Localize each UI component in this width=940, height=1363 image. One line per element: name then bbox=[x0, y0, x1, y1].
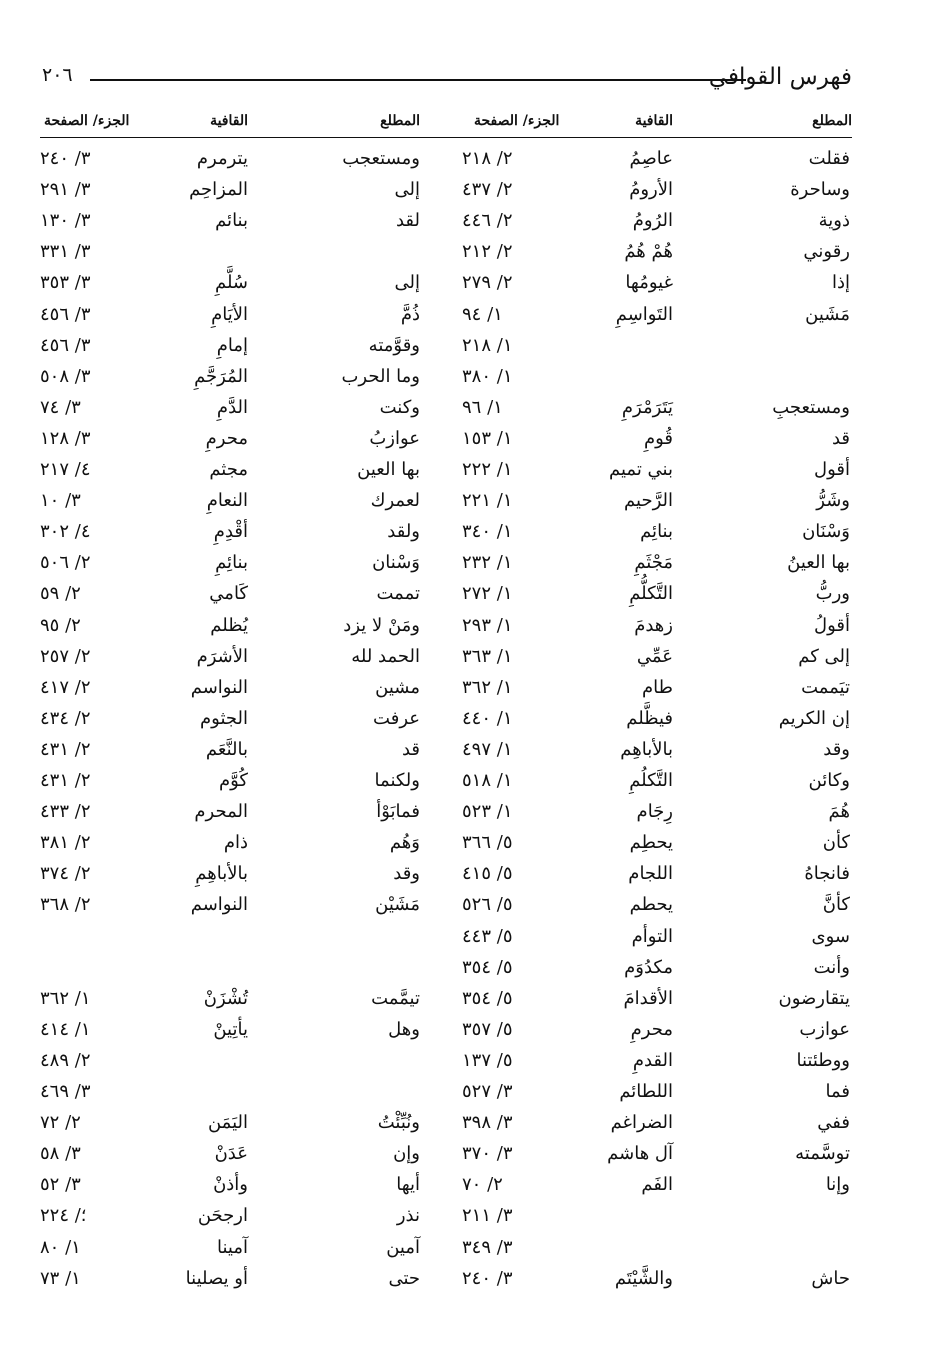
matla-cell: وَسْنان bbox=[372, 552, 420, 574]
qafia-cell: كُوَّم bbox=[218, 770, 248, 791]
matla-cell: أيها bbox=[396, 1174, 420, 1196]
index-row bbox=[0, 454, 940, 485]
matla-cell: ولكنما bbox=[374, 770, 420, 791]
qafia-cell: التوأم bbox=[631, 925, 673, 947]
index-row bbox=[0, 330, 940, 361]
qafia-cell: بني تميم bbox=[609, 459, 673, 480]
qafia-cell: بالأباهِم bbox=[620, 738, 673, 760]
index-row bbox=[0, 1107, 940, 1138]
matla-cell: رقوني bbox=[803, 241, 850, 263]
matla-cell: وربُّ bbox=[815, 583, 850, 605]
index-row bbox=[0, 392, 940, 423]
page-ref-cell: ٣/ ٤٥٦ bbox=[40, 334, 91, 356]
page-ref-cell: ١/ ٣٦٢ bbox=[40, 987, 91, 1009]
page-ref-cell: ٢/ ٢١٢ bbox=[462, 241, 513, 263]
qafia-cell: ذام bbox=[223, 832, 248, 854]
page-ref-cell: ٣/ ٤٥٦ bbox=[40, 303, 91, 325]
qafia-cell: بنائم bbox=[215, 210, 248, 232]
page-ref-cell: ٢/ ٧٢ bbox=[40, 1112, 81, 1134]
page-ref-cell: ٣/ ٣٤٩ bbox=[462, 1236, 513, 1258]
qafia-cell: رِجَام bbox=[636, 801, 673, 823]
page-ref-cell: ١/ ٢٢٢ bbox=[462, 459, 513, 480]
page-ref-cell: ١/ ٣٦٣ bbox=[462, 645, 513, 667]
matla-cell: فمابَوْأ bbox=[376, 801, 420, 823]
qafia-cell: آل هاشم bbox=[607, 1143, 673, 1165]
index-row bbox=[0, 1169, 940, 1200]
qafia-cell: يُظلم bbox=[210, 614, 248, 636]
qafia-cell: القدمِ bbox=[632, 1049, 673, 1071]
matla-cell: فقلت bbox=[808, 148, 850, 169]
page-ref-cell: ٥/ ٣٥٤ bbox=[462, 987, 513, 1009]
page-ref-cell: ١/ ٤٤٠ bbox=[462, 707, 513, 729]
qafia-cell: قُومِ bbox=[643, 427, 673, 449]
matla-cell: وأنت bbox=[813, 956, 850, 978]
index-row bbox=[0, 610, 940, 641]
page-ref-cell: ٣/ ٢٤٠ bbox=[462, 1267, 513, 1289]
index-row bbox=[0, 1076, 940, 1107]
matla-cell: قد bbox=[401, 738, 420, 760]
page-ref-cell: ٣/ ٣٣١ bbox=[40, 241, 91, 263]
index-row bbox=[0, 1232, 940, 1263]
page-ref-cell: ٥/ ١٣٧ bbox=[462, 1049, 513, 1071]
matla-cell: تيَممت bbox=[801, 676, 850, 698]
matla-cell: وما الحرب bbox=[341, 365, 420, 387]
matla-cell: عرفت bbox=[373, 707, 420, 729]
qafia-cell: الأقدامَ bbox=[623, 987, 673, 1009]
col-head-page-right: الجزء/ الصفحة bbox=[474, 113, 560, 129]
qafia-cell: هُمْ هُمُ bbox=[624, 241, 673, 263]
index-row bbox=[0, 547, 940, 578]
page-ref-cell: ١/ ٢٧٢ bbox=[462, 583, 513, 605]
matla-cell: أقول bbox=[814, 459, 850, 480]
page-ref-cell: ١/ ٢٢١ bbox=[462, 490, 513, 512]
page-ref-cell: ١/ ٢١٨ bbox=[462, 334, 513, 356]
matla-cell: ومستعجب bbox=[342, 148, 420, 169]
index-row bbox=[0, 827, 940, 858]
page-ref-cell: ٢/ ٤٨٩ bbox=[40, 1049, 91, 1071]
column-header-rule bbox=[40, 137, 852, 138]
col-head-qafia-left: القافية bbox=[210, 113, 248, 129]
qafia-cell: ارجحَن bbox=[197, 1205, 248, 1227]
qafia-cell: المُرَجَّمِ bbox=[194, 365, 248, 387]
index-row bbox=[0, 889, 940, 920]
qafia-cell: الضراغم bbox=[610, 1112, 673, 1134]
matla-cell: ذوية bbox=[818, 210, 850, 232]
matla-cell: مشين bbox=[375, 676, 420, 698]
index-row bbox=[0, 921, 940, 952]
page-ref-cell: ١/ ٥١٨ bbox=[462, 770, 513, 791]
matla-cell: وكائن bbox=[808, 770, 850, 791]
page-ref-cell: ٢/ ٣٧٤ bbox=[40, 863, 91, 885]
qafia-cell: بالنَّعَم bbox=[205, 738, 248, 760]
qafia-cell: مجثم bbox=[209, 459, 248, 480]
col-head-matla-left: المطلع bbox=[380, 113, 420, 129]
matla-cell: بها العينُ bbox=[787, 552, 850, 574]
index-row bbox=[0, 703, 940, 734]
index-row bbox=[0, 1014, 940, 1045]
index-row bbox=[0, 641, 940, 672]
index-row bbox=[0, 796, 940, 827]
page-ref-cell: ٢/ ٢١٨ bbox=[462, 148, 513, 169]
index-row bbox=[0, 1138, 940, 1169]
page-ref-cell: ٣/ ٥٨ bbox=[40, 1143, 81, 1165]
col-head-matla-right: المطلع bbox=[812, 113, 852, 129]
page-ref-cell: ٢/ ٧٠ bbox=[462, 1174, 503, 1196]
page-ref-cell: ٢/ ٤٤٦ bbox=[462, 210, 513, 232]
qafia-cell: آمينا bbox=[217, 1236, 248, 1258]
page-ref-cell: ٣/ ٢١١ bbox=[462, 1205, 513, 1227]
matla-cell: قد bbox=[831, 427, 850, 449]
qafia-cell: مَجْثَمِ bbox=[634, 552, 673, 574]
page-ref-cell: ٣/ ٢٤٠ bbox=[40, 148, 91, 169]
page-ref-cell: ١/ ٥٢٣ bbox=[462, 801, 513, 823]
index-row bbox=[0, 1263, 940, 1294]
matla-cell: فانجاهُ bbox=[804, 863, 850, 885]
index-row bbox=[0, 952, 940, 983]
matla-cell: وهل bbox=[388, 1018, 420, 1040]
col-head-qafia-right: القافية bbox=[635, 113, 673, 129]
col-head-page-left: الجزء/ الصفحة bbox=[44, 113, 130, 129]
matla-cell: حتى bbox=[388, 1267, 420, 1289]
matla-cell: لقد bbox=[395, 210, 420, 232]
matla-cell: إلى bbox=[394, 272, 420, 294]
page-ref-cell: ٢/ ٤٣٧ bbox=[462, 179, 513, 201]
page-ref-cell: ٢/ ٣٨١ bbox=[40, 832, 91, 854]
matla-cell: بها العين bbox=[357, 459, 420, 480]
page-ref-cell: ٥/ ٥٢٦ bbox=[462, 894, 513, 916]
index-row bbox=[0, 423, 940, 454]
page-ref-cell: ٥/ ٤٤٣ bbox=[462, 925, 513, 947]
page-ref-cell: ٢/ ٤١٧ bbox=[40, 676, 91, 698]
qafia-cell: محرمِ bbox=[205, 427, 248, 449]
matla-cell: آمين bbox=[386, 1236, 420, 1258]
index-row bbox=[0, 516, 940, 547]
matla-cell: لعمرك bbox=[370, 490, 420, 512]
qafia-cell: النواسم bbox=[190, 676, 248, 698]
page-ref-cell: ١/ ٣٤٠ bbox=[462, 521, 513, 543]
qafia-cell: عَدَنْ bbox=[214, 1143, 248, 1165]
header-rule bbox=[90, 79, 746, 81]
qafia-cell: الرُومُ bbox=[632, 210, 673, 232]
matla-cell: ووطئتنا bbox=[796, 1049, 850, 1071]
qafia-cell: أو يصلينا bbox=[185, 1267, 248, 1289]
matla-cell: الحمد لله bbox=[351, 645, 420, 667]
matla-cell: إذا bbox=[831, 272, 850, 294]
matla-cell: وساحرة bbox=[790, 179, 850, 201]
matla-cell: كأنَّ bbox=[822, 894, 850, 916]
page-ref-cell: ١/ ٩٦ bbox=[462, 396, 503, 418]
matla-cell: تيمَّمت bbox=[371, 987, 420, 1009]
page-ref-cell: ٥/ ٣٦٦ bbox=[462, 832, 513, 854]
qafia-cell: غيومُها bbox=[625, 272, 673, 294]
matla-cell: وإنا bbox=[825, 1174, 850, 1196]
page-ref-cell: ٢/ ٣٦٨ bbox=[40, 894, 91, 916]
page-ref-cell: ١/ ٢٩٣ bbox=[462, 614, 513, 636]
qafia-cell: أقْدِمِ bbox=[213, 521, 248, 543]
matla-cell: وقد bbox=[823, 738, 850, 760]
matla-cell: عوازبُ bbox=[369, 427, 420, 449]
matla-cell: ومَنْ لا يزد bbox=[343, 614, 420, 636]
qafia-cell: كَامي bbox=[209, 583, 248, 605]
matla-cell: وكنت bbox=[379, 396, 420, 418]
matla-cell: هُمَ bbox=[828, 801, 850, 823]
page-ref-cell: ٣/ ٥٢ bbox=[40, 1174, 81, 1196]
index-row bbox=[0, 1045, 940, 1076]
qafia-cell: يحطم bbox=[629, 894, 673, 916]
page-ref-cell: ١/ ١٥٣ bbox=[462, 427, 513, 449]
matla-cell: أقولُ bbox=[814, 614, 850, 636]
matla-cell: وَهُم bbox=[389, 832, 420, 854]
page-ref-cell: ٢/ ٢٧٩ bbox=[462, 272, 513, 294]
qafia-cell: فيظَّلم bbox=[626, 707, 673, 729]
page-ref-cell: ٣/ ١٢٨ bbox=[40, 427, 91, 449]
matla-cell: إن الكريم bbox=[778, 707, 850, 729]
page-ref-cell: ٢/ ٩٥ bbox=[40, 614, 81, 636]
qafia-cell: يحطِم bbox=[629, 832, 673, 854]
matla-cell: كأن bbox=[822, 832, 850, 854]
qafia-cell: النواسم bbox=[190, 894, 248, 916]
qafia-cell: الفَم bbox=[641, 1174, 673, 1196]
index-row bbox=[0, 983, 940, 1014]
qafia-cell: طام bbox=[642, 676, 673, 698]
page-ref-cell: ١/ ٩٤ bbox=[462, 303, 503, 325]
matla-cell: يتقارضون bbox=[778, 987, 850, 1009]
qafia-cell: الأيَامِ bbox=[211, 303, 248, 325]
page-title: فهرس القوافي bbox=[708, 64, 852, 90]
qafia-cell: وأذنْ bbox=[213, 1174, 248, 1196]
page-ref-cell: ٣/ ٤٦٩ bbox=[40, 1081, 91, 1102]
matla-cell: وقد bbox=[393, 863, 420, 885]
index-row bbox=[0, 236, 940, 267]
qafia-cell: يأتِينْ bbox=[213, 1018, 248, 1040]
qafia-cell: عاصِمُ bbox=[629, 148, 673, 169]
matla-cell: ومستعجبِ bbox=[772, 396, 850, 418]
index-row bbox=[0, 361, 940, 392]
index-row bbox=[0, 267, 940, 298]
matla-cell: ولقد bbox=[387, 521, 420, 543]
page-ref-cell: ٣/ ٥٠٨ bbox=[40, 365, 91, 387]
page-ref-cell: ٥/ ٤١٥ bbox=[462, 863, 513, 885]
qafia-cell: تُشْزَنْ bbox=[203, 987, 248, 1009]
matla-cell: توسَّمته bbox=[795, 1143, 850, 1165]
qafia-cell: يترمرم bbox=[196, 148, 248, 169]
page-ref-cell: ٥/ ٣٥٧ bbox=[462, 1018, 513, 1040]
index-row bbox=[0, 143, 940, 174]
page-ref-cell: ٢/ ٥٠٦ bbox=[40, 552, 91, 574]
qafia-cell: زهدمَ bbox=[634, 614, 673, 636]
page-ref-cell: ٣/ ٣٩٨ bbox=[462, 1112, 513, 1134]
qafia-cell: اللطائم bbox=[619, 1081, 673, 1102]
qafia-cell: الرَّحيم bbox=[624, 490, 673, 512]
page-ref-cell: ١/ ٧٣ bbox=[40, 1267, 81, 1289]
page-ref-cell: ٣/ ١٠ bbox=[40, 490, 81, 512]
index-row bbox=[0, 858, 940, 889]
page-ref-cell: ٥/ ٣٥٤ bbox=[462, 956, 513, 978]
matla-cell: فما bbox=[825, 1081, 850, 1102]
matla-cell: ونُبِّئْتُ bbox=[377, 1112, 420, 1134]
qafia-cell: التَواسِمِ bbox=[615, 303, 673, 325]
qafia-cell: النعامِ bbox=[206, 490, 248, 512]
qafia-cell: المزاحِم bbox=[189, 179, 248, 201]
index-row bbox=[0, 299, 940, 330]
qafia-cell: اليَمَن bbox=[207, 1112, 248, 1134]
matla-cell: سوى bbox=[811, 925, 850, 947]
matla-cell: حاش bbox=[811, 1267, 850, 1289]
page-number: ٢٠٦ bbox=[42, 64, 73, 86]
page-ref-cell: ؛/ ٢٢٤ bbox=[40, 1205, 87, 1227]
qafia-cell: سُلَّمِ bbox=[214, 272, 248, 294]
qafia-cell: الدَّمِ bbox=[216, 396, 248, 418]
page-ref-cell: ٣/ ٣٧٠ bbox=[462, 1143, 513, 1165]
page-ref-cell: ٤/ ٣٠٢ bbox=[40, 521, 91, 543]
qafia-cell: الأرومُ bbox=[629, 179, 673, 201]
page-ref-cell: ٢/ ٢٥٧ bbox=[40, 645, 91, 667]
index-row bbox=[0, 174, 940, 205]
qafia-cell: مكدُوَم bbox=[624, 956, 673, 978]
qafia-cell: بالأباهِمِ bbox=[195, 863, 248, 885]
qafia-cell: يَتَرَمْرَمِ bbox=[621, 396, 673, 418]
qafia-cell: محرمِ bbox=[630, 1018, 673, 1040]
matla-cell: وشَرُّ bbox=[816, 490, 850, 512]
qafia-cell: بنائِمِ bbox=[215, 552, 248, 574]
matla-cell: إلى كم bbox=[798, 645, 850, 667]
page-ref-cell: ٤/ ٢١٧ bbox=[40, 459, 91, 480]
page-ref-cell: ١/ ٤٩٧ bbox=[462, 738, 513, 760]
matla-cell: ففي bbox=[817, 1112, 850, 1134]
page-ref-cell: ١/ ٨٠ bbox=[40, 1236, 81, 1258]
index-row bbox=[0, 205, 940, 236]
page-ref-cell: ٣/ ٧٤ bbox=[40, 396, 81, 418]
qafia-cell: المحرم bbox=[194, 801, 248, 823]
index-row bbox=[0, 765, 940, 796]
qafia-cell: التَّكلُمِ bbox=[629, 770, 673, 791]
matla-cell: إلى bbox=[394, 179, 420, 201]
page-ref-cell: ٣/ ١٣٠ bbox=[40, 210, 91, 232]
matla-cell: وَسْنَان bbox=[802, 521, 850, 543]
qafia-cell: والشَّيْتَم bbox=[614, 1267, 673, 1289]
index-row bbox=[0, 734, 940, 765]
matla-cell: وإن bbox=[393, 1143, 420, 1165]
page-ref-cell: ٢/ ٤٣٤ bbox=[40, 707, 91, 729]
matla-cell: مَشَيْن bbox=[375, 894, 420, 916]
page-ref-cell: ١/ ٣٨٠ bbox=[462, 365, 513, 387]
qafia-cell: عَمِّي bbox=[636, 645, 673, 667]
page-ref-cell: ٣/ ٥٢٧ bbox=[462, 1081, 513, 1102]
qafia-cell: إمامِ bbox=[216, 334, 248, 356]
qafia-cell: اللجام bbox=[628, 863, 673, 885]
qafia-cell: التَّكلُّمِ bbox=[629, 583, 673, 605]
page-ref-cell: ١/ ٣٦٢ bbox=[462, 676, 513, 698]
matla-cell: عوازب bbox=[799, 1018, 850, 1040]
page-ref-cell: ٣/ ٣٥٣ bbox=[40, 272, 91, 294]
index-row bbox=[0, 578, 940, 609]
qafia-cell: بنائِم bbox=[640, 521, 673, 543]
matla-cell: ذُمَّ bbox=[400, 303, 420, 325]
matla-cell: وقوَّمته bbox=[368, 334, 420, 356]
page-ref-cell: ١/ ٢٣٢ bbox=[462, 552, 513, 574]
index-row bbox=[0, 672, 940, 703]
page-ref-cell: ٢/ ٥٩ bbox=[40, 583, 81, 605]
page-ref-cell: ٣/ ٢٩١ bbox=[40, 179, 91, 201]
page-ref-cell: ٢/ ٤٣١ bbox=[40, 770, 91, 791]
index-row bbox=[0, 1200, 940, 1231]
qafia-cell: الجثوم bbox=[200, 707, 248, 729]
page-ref-cell: ٢/ ٤٣٣ bbox=[40, 801, 91, 823]
matla-cell: مَشَين bbox=[805, 303, 850, 325]
qafia-cell: الأشرَم bbox=[196, 645, 248, 667]
index-row bbox=[0, 485, 940, 516]
page-ref-cell: ١/ ٤١٤ bbox=[40, 1018, 91, 1040]
matla-cell: نذر bbox=[396, 1205, 420, 1227]
page-ref-cell: ٢/ ٤٣١ bbox=[40, 738, 91, 760]
matla-cell: تممت bbox=[376, 583, 420, 605]
